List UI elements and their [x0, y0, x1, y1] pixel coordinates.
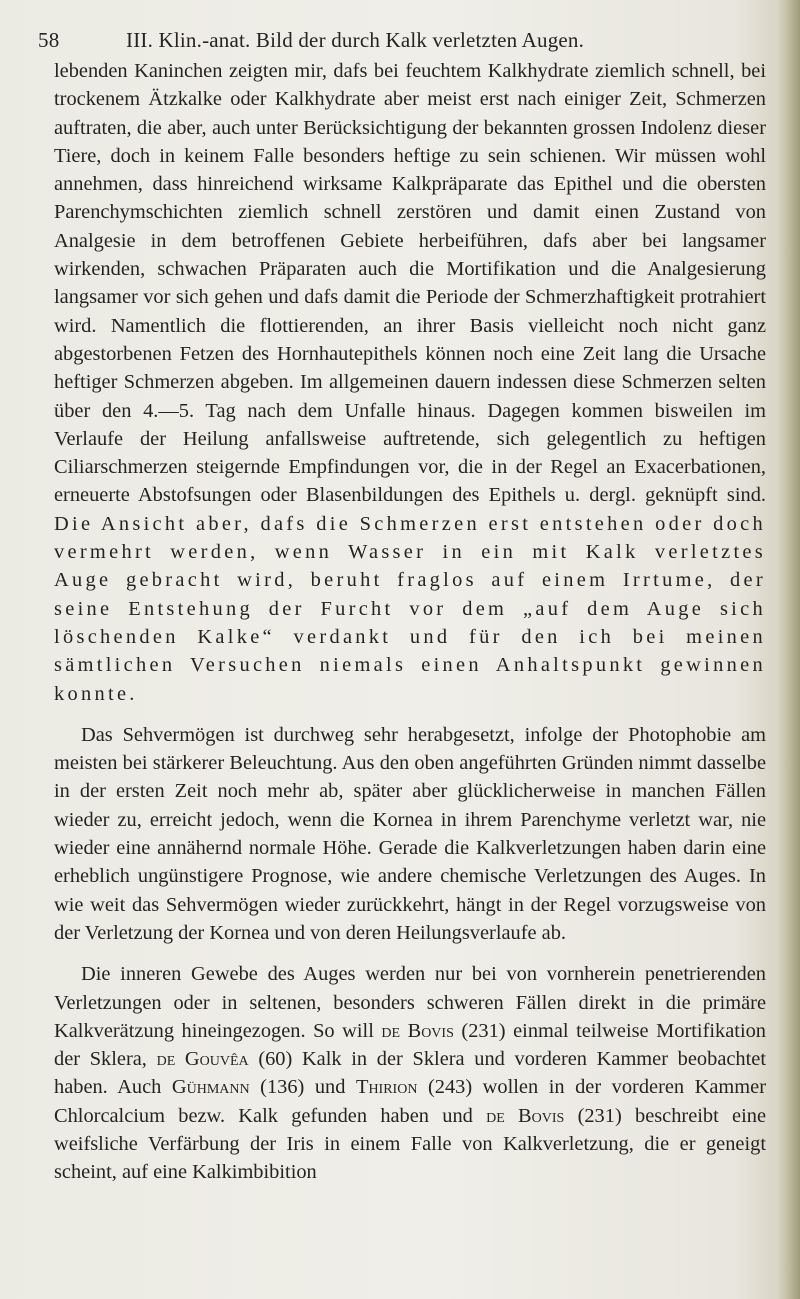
paragraph-3 [54, 960, 766, 1186]
paragraph-3-text-5: (243) wollen in der vorderen Kammer Chlorcalcium bezw. Kalk gefunden haben und [54, 1076, 766, 1127]
paragraph-1-text: lebenden Kaninchen zeigten mir, dafs bei feuchtem Kalkhydrate ziemlich schnell, bei trockenem Ätzkalke oder Kalkhydrate aber meist erst nach einiger Zeit, Schmerzen auftraten, die aber, auch unter Berücksichtigung der bekannten grossen Indolenz dieser Tiere, doch in keinem Falle besonders heftige zu sein schienen. Wir müssen wohl annehmen, dass hinreichend wirksame Kalkpräparate das Epithel und die obersten Parenchymschichten ziemlich schnell zerstören und damit einen Zustand von Analgesie in dem betroffenen Gebiete herbeiführen, dafs aber bei langsamer wirkenden, schwachen Präparaten auch die Mortifikation und die Analgesierung langsamer vor sich gehen und dafs damit die Periode der Schmerzhaftigkeit protrahiert wird. Namentlich die flottierenden, an ihrer Basis vielleicht noch nicht ganz abgestorbenen Fetzen des Hornhautepithels können noch eine Zeit lang die Ursache heftiger Schmerzen abgeben. Im allgemeinen dauern indessen diese Schmerzen selten über den 4.—5. Tag nach dem Unfalle hinaus. Dagegen kommen bisweilen im Verlaufe der Heilung anfallsweise auftretende, sich gelegentlich zu heftigen Ciliarschmerzen steigernde Empfindungen vor, die in der Regel an Exacerbationen, erneuerte Abstofsungen oder Blasenbildungen des Epithels u. dergl. geknüpft sind. [54, 60, 766, 507]
running-title: III. Klin.-anat. Bild der durch Kalk verletzten Augen. [126, 28, 585, 52]
paragraph-3-text-3: (60) Kalk in der Sklera und vorderen Kammer beobachtet haben. Auch [54, 1048, 766, 1099]
author-name-de-bovis: de Bovis [381, 1019, 454, 1042]
page-number: 58 [38, 28, 60, 52]
paragraph-2: Das Sehvermögen ist durchweg sehr herabgesetzt, infolge der Photophobie am meisten bei stärkerer Beleuchtung. Aus den oben angeführten Gründen nimmt dasselbe in der ersten Zeit noch mehr ab, später aber glücklicherweise in manchen Fällen wieder zu, erreicht jedoch, wenn die Kornea in ihrem Parenchyme verletzt war, nie wieder eine annähernd normale Höhe. Gerade die Kalkverletzungen haben darin eine erheblich ungünstigere Prognose, wie andere chemische Verletzungen des Auges. In wie weit das Sehvermögen wieder zurückkehrt, hängt in der Regel vorzugsweise von der Verletzung der Kornea und von deren Heilungsverlaufe ab. [54, 723, 766, 944]
paragraph-1 [54, 57, 766, 708]
paragraph-3-text-4: (136) und [249, 1076, 356, 1099]
paragraph-3-text-2: (231) einmal teilweise Mortifikation der Sklera, [54, 1019, 766, 1071]
body-text [54, 57, 766, 1187]
author-name-thirion: Thirion [355, 1076, 418, 1099]
paragraph-3-text-6: (231) beschreibt eine weifsliche Verfärbung der Iris in einem Falle von Kalkverletzung, die er geneigt scheint, auf eine Kalkimbibition [54, 1104, 767, 1184]
author-name-de-gouvea: de Gouvêa [156, 1048, 249, 1071]
author-name-guehmann: Gühmann [171, 1076, 250, 1099]
paragraph-1-spaced-emphasis: Die Ansicht aber, dafs die Schmerzen erst entstehen oder doch vermehrt werden, wenn Wasser in ein mit Kalk verletztes Auge gebracht wird, beruht fraglos auf einem Irrtume, der seine Entstehung der Furcht vor dem „auf dem Auge sich löschenden Kalke“ verdankt und für den ich bei meinen sämtlichen Versuchen niemals einen Anhaltspunkt gewinnen konnte. [54, 512, 766, 705]
page-header [38, 28, 738, 56]
page-edge-shadow [778, 0, 800, 1299]
author-name-de-bovis-2: de Bovis [486, 1104, 565, 1127]
paragraph-3-text-1: Die inneren Gewebe des Auges werden nur bei von vornherein penetrierenden Verletzungen oder in seltenen, besonders schweren Fällen direkt in die primäre Kalkverätzung hineingezogen. So will [54, 963, 766, 1042]
